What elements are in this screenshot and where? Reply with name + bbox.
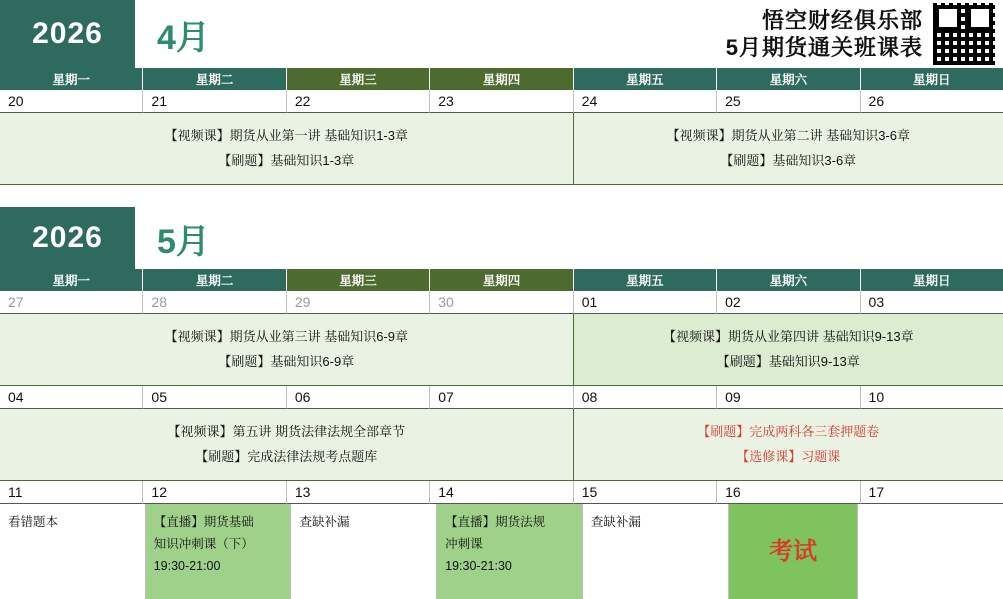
date-cell: 20 (0, 90, 143, 113)
task-line: 知识冲刺课（下） (153, 536, 254, 551)
date-cell: 11 (0, 481, 143, 504)
april-date-row (0, 90, 1003, 113)
task-line: 【选修课】习题课 (736, 448, 841, 464)
april-year: 2026 (0, 0, 135, 68)
task-block (574, 113, 1003, 185)
exam-label: 考试 (768, 537, 817, 565)
may-title-zone (285, 207, 1003, 269)
date-cell: 28 (143, 291, 286, 314)
qr-code-icon[interactable] (933, 3, 995, 65)
april-header (0, 0, 1003, 68)
task-line: 19:30-21:30 (445, 558, 512, 573)
date-cell: 23 (430, 90, 573, 113)
may-weekday-strip (0, 269, 1003, 291)
weekday-tue: 星期二 (143, 269, 286, 291)
task-line: 【视频课】期货从业第三讲 基础知识6-9章 (164, 328, 408, 344)
date-cell: 10 (861, 386, 1003, 409)
may-week1-content-row (0, 314, 1003, 386)
may-week2-date-row (0, 386, 1003, 409)
weekday-mon: 星期一 (0, 269, 143, 291)
weekday-wed: 星期三 (287, 269, 430, 291)
date-cell: 03 (861, 291, 1003, 314)
may-week2-content-row (0, 409, 1003, 481)
day-cell-17 (858, 504, 1003, 599)
date-cell: 12 (143, 481, 286, 504)
task-line: 【刷题】基础知识1-3章 (218, 152, 355, 168)
task-line: 冲刺课 (445, 536, 483, 551)
may-week1-date-row (0, 291, 1003, 314)
weekday-mon: 星期一 (0, 68, 143, 90)
may-header (0, 207, 1003, 269)
task-line: 【视频课】第五讲 期货法律法规全部章节 (167, 423, 406, 439)
task-block (574, 314, 1003, 386)
may-week3-content-row (0, 504, 1003, 599)
weekday-sun: 星期日 (861, 269, 1003, 291)
task-line: 【视频课】期货从业第一讲 基础知识1-3章 (164, 127, 408, 143)
may-year: 2026 (0, 207, 135, 269)
day-cell-11 (0, 504, 146, 599)
task-line: 【直播】期货法规 (445, 515, 546, 529)
may-month: 5月 (157, 222, 210, 261)
date-cell: 22 (287, 90, 430, 113)
date-cell: 17 (861, 481, 1003, 504)
task-line: 【刷题】基础知识3-6章 (720, 152, 857, 168)
weekday-tue: 星期二 (143, 68, 286, 90)
date-cell: 07 (430, 386, 573, 409)
may-week3-date-row (0, 481, 1003, 504)
weekday-thu: 星期四 (430, 269, 573, 291)
april-weekday-strip (0, 68, 1003, 90)
weekday-thu: 星期四 (430, 68, 573, 90)
task-line: 【视频课】期货从业第四讲 基础知识9-13章 (662, 328, 914, 344)
task-line: 【视频课】期货从业第二讲 基础知识3-6章 (666, 127, 910, 143)
date-cell: 13 (287, 481, 430, 504)
task-line: 【刷题】完成法律法规考点题库 (195, 448, 378, 464)
date-cell: 08 (574, 386, 717, 409)
task-block (0, 113, 574, 185)
date-cell: 04 (0, 386, 143, 409)
date-cell: 16 (717, 481, 860, 504)
date-cell: 27 (0, 291, 143, 314)
date-cell: 14 (430, 481, 573, 504)
date-cell: 05 (143, 386, 286, 409)
task-block (574, 409, 1003, 481)
weekday-sat: 星期六 (717, 68, 860, 90)
task-line: 【刷题】基础知识6-9章 (218, 353, 355, 369)
task-line: 查缺补漏 (590, 515, 641, 529)
date-cell: 02 (717, 291, 860, 314)
day-cell-15 (583, 504, 729, 599)
document-title (726, 7, 923, 62)
task-line: 【直播】期货基础 (153, 515, 254, 529)
task-line: 19:30-21:00 (153, 558, 221, 573)
date-cell: 01 (574, 291, 717, 314)
task-block (0, 409, 574, 481)
title-zone (285, 0, 1003, 68)
date-cell: 30 (430, 291, 573, 314)
date-cell: 24 (574, 90, 717, 113)
day-cell-12 (146, 504, 292, 599)
date-cell: 09 (717, 386, 860, 409)
title-line-1: 悟空财经俱乐部 (761, 7, 923, 33)
april-content-row (0, 113, 1003, 185)
date-cell: 25 (717, 90, 860, 113)
day-cell-16-exam (729, 504, 859, 599)
weekday-fri: 星期五 (574, 68, 717, 90)
date-cell: 26 (861, 90, 1003, 113)
task-line: 看错题本 (8, 515, 59, 529)
task-block (0, 314, 574, 386)
weekday-wed: 星期三 (287, 68, 430, 90)
date-cell: 29 (287, 291, 430, 314)
task-line: 【刷题】基础知识9-13章 (716, 353, 860, 369)
section-spacer (0, 185, 1003, 207)
date-cell: 06 (287, 386, 430, 409)
task-line: 查缺补漏 (299, 515, 350, 529)
weekday-sun: 星期日 (861, 68, 1003, 90)
title-line-2: 5月期货通关班课表 (725, 35, 923, 60)
date-cell: 21 (143, 90, 286, 113)
weekday-fri: 星期五 (574, 269, 717, 291)
date-cell: 15 (574, 481, 717, 504)
april-month: 4月 (157, 18, 210, 57)
day-cell-14 (437, 504, 583, 599)
weekday-sat: 星期六 (717, 269, 860, 291)
task-line: 【刷题】完成两科各三套押题卷 (697, 423, 880, 439)
day-cell-13 (291, 504, 437, 599)
